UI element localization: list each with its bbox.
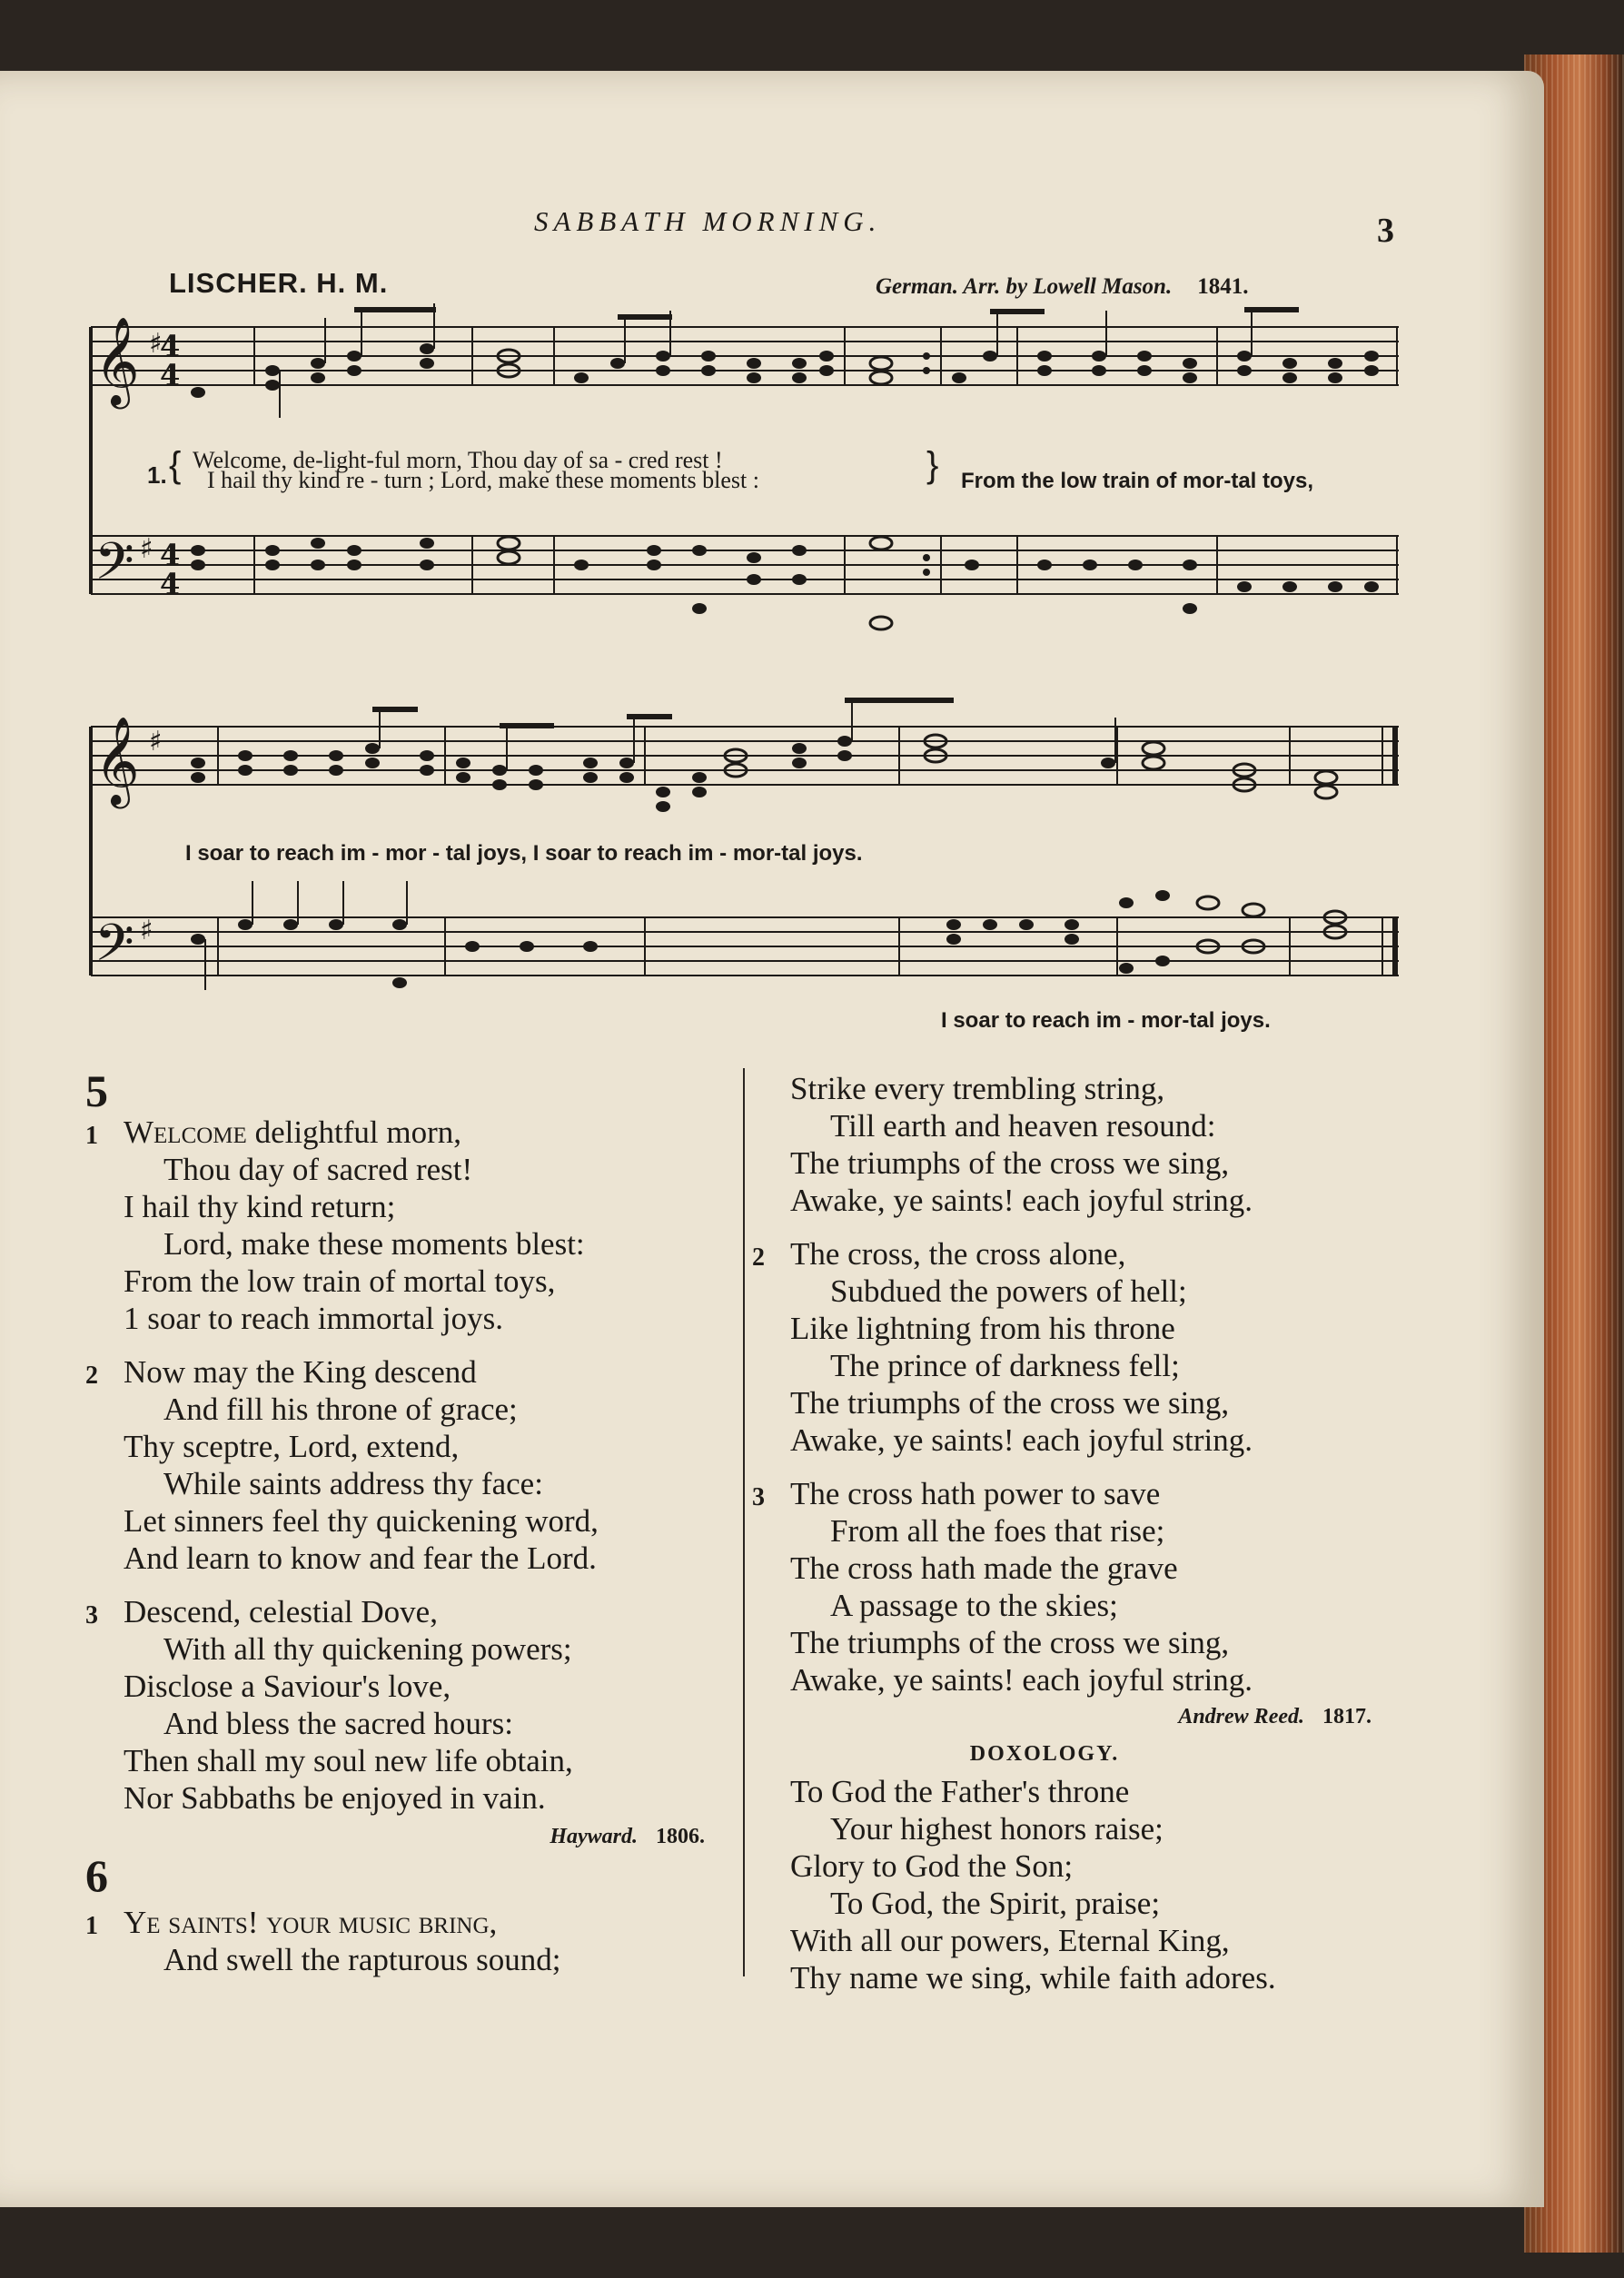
hymn-5-credit [124, 1818, 705, 1856]
svg-text:𝄞: 𝄞 [94, 316, 140, 405]
verse-line: The triumphs of the cross we sing, [790, 1625, 1230, 1660]
svg-text:♯: ♯ [140, 533, 153, 565]
verse-line: The cross hath power to save [790, 1476, 1161, 1511]
svg-text:♯: ♯ [140, 915, 153, 946]
verse-line: Your highest honors raise; [830, 1811, 1164, 1847]
svg-text:𝄞: 𝄞 [94, 716, 140, 805]
noteheads [191, 343, 1379, 988]
verse-line: 1 soar to reach immortal joys. [124, 1301, 503, 1336]
hymn-number-5: 5 [85, 1065, 108, 1116]
verse-line: Let sinners feel thy quickening word, [124, 1503, 599, 1539]
hymn-6-stanza-1-end [790, 1070, 1390, 1219]
stanza-number: 2 [85, 1362, 98, 1390]
lyric-brace-right: } [926, 445, 939, 485]
verse-line: From the low train of mortal toys, [124, 1263, 556, 1299]
verse-line: Strike every trembling string, [790, 1071, 1165, 1106]
verse-line-initial-word: Welcome [124, 1114, 247, 1150]
svg-text:𝄢: 𝄢 [94, 532, 134, 604]
verse-line: Lord, make these moments blest: [163, 1226, 585, 1262]
lyric-line-tail: From the low train of mor-tal toys, [961, 469, 1314, 493]
svg-text:♯: ♯ [149, 328, 163, 360]
hymn-6-text-start [85, 1904, 705, 1995]
verse-line: And bless the sacred hours: [163, 1706, 513, 1741]
hymn-6-stanza-2 [752, 1235, 1390, 1459]
clefs-and-time-signatures [94, 316, 180, 985]
running-header: SABBATH MORNING. [534, 205, 882, 237]
verse-line: Now may the King descend [124, 1354, 477, 1390]
verse-line: To God the Father's throne [790, 1774, 1130, 1809]
music-score [82, 300, 1408, 1045]
verse-line: Glory to God the Son; [790, 1848, 1074, 1884]
verse-marker: 1. [147, 461, 167, 489]
verse-line-rest: delightful morn, [246, 1114, 462, 1150]
hymn-5-stanza-3 [85, 1593, 705, 1817]
tune-arranger: German. Arr. by Lowell Mason. [876, 274, 1173, 299]
verse-line: The cross, the cross alone, [790, 1236, 1126, 1272]
verse-line: Nor Sabbaths be enjoyed in vain. [124, 1780, 546, 1816]
verse-line: And learn to know and fear the Lord. [124, 1540, 597, 1576]
svg-text:4: 4 [160, 567, 181, 601]
hymn-5-stanza-2 [85, 1353, 705, 1577]
verse-line: Awake, ye saints! each joyful string. [790, 1422, 1253, 1458]
author-year: 1806. [656, 1825, 705, 1848]
stanza-number: 1 [85, 1122, 98, 1150]
bass-staff-system-1 [91, 536, 1399, 594]
hymn-5-stanza-1 [85, 1114, 705, 1337]
lyric-line-1: Welcome, de-light-ful morn, Thou day of sa - cred rest ! [193, 447, 723, 473]
verse-line: A passage to the skies; [830, 1588, 1118, 1623]
lyric-line-2: I hail thy kind re - turn ; Lord, make these moments blest : [207, 467, 759, 493]
verse-line: The triumphs of the cross we sing, [790, 1385, 1230, 1421]
tune-attribution [876, 274, 1248, 300]
doxology-text [790, 1773, 1390, 1996]
hymn-6-stanza-3 [752, 1475, 1390, 1699]
verse-line: And swell the rapturous sound; [163, 1942, 561, 1977]
verse-line: The triumphs of the cross we sing, [790, 1145, 1230, 1181]
barlines [218, 327, 1397, 976]
verse-line: Thy sceptre, Lord, extend, [124, 1429, 460, 1464]
verse-line: And fill his throne of grace; [163, 1392, 518, 1427]
verse-line: Then shall my soul new life obtain, [124, 1743, 573, 1778]
page-number: 3 [1377, 212, 1394, 250]
verse-line: Like lightning from his throne [790, 1311, 1175, 1346]
hymn-6-stanza-1-start [85, 1904, 705, 1978]
verse-line: With all thy quickening powers; [163, 1631, 572, 1667]
verse-line: Awake, ye saints! each joyful string. [790, 1183, 1253, 1218]
lyric-brace-left: { [169, 445, 182, 485]
verse-line: The cross hath made the grave [790, 1550, 1178, 1586]
stanza-number: 2 [752, 1243, 765, 1272]
lyric-line-bass: I soar to reach im - mor-tal joys. [941, 1008, 1271, 1033]
stanza-number: 3 [752, 1483, 765, 1511]
stanza-number: 1 [85, 1912, 98, 1940]
verse-line: Thy name we sing, while faith adores. [790, 1960, 1276, 1996]
svg-text:4: 4 [160, 329, 181, 363]
tune-year: 1841. [1197, 274, 1249, 299]
tune-name: LISCHER. H. M. [169, 267, 389, 299]
svg-text:𝄢: 𝄢 [94, 914, 134, 985]
verse-line: Thou day of sacred rest! [163, 1152, 473, 1187]
doxology-heading: DOXOLOGY. [969, 1742, 1120, 1766]
verse-line: Ye saints! your music bring, [124, 1905, 498, 1940]
svg-text:4: 4 [160, 538, 181, 572]
verse-line [124, 1114, 705, 1151]
verse-line: From all the foes that rise; [830, 1513, 1165, 1549]
verse-line: Awake, ye saints! each joyful string. [790, 1662, 1253, 1698]
verse-line: I hail thy kind return; [124, 1189, 396, 1224]
verse-line: To God, the Spirit, praise; [830, 1886, 1161, 1921]
stanza-number: 3 [85, 1601, 98, 1629]
treble-staff-system-1 [91, 327, 1399, 385]
verse-line: Disclose a Saviour's love, [124, 1669, 451, 1704]
hymn-6-credit [790, 1699, 1371, 1736]
lyric-line-system-2: I soar to reach im - mor - tal joys, I soar to reach im - mor-tal joys. [185, 841, 863, 866]
author-name: Andrew Reed. [1178, 1705, 1304, 1728]
hymn-6-text-continued [752, 1070, 1390, 2013]
author-year: 1817. [1322, 1705, 1371, 1728]
verse-line: While saints address thy face: [163, 1466, 543, 1501]
verse-line: The prince of darkness fell; [830, 1348, 1180, 1383]
verse-line: Descend, celestial Dove, [124, 1594, 438, 1629]
verse-line: With all our powers, Eternal King, [790, 1923, 1230, 1958]
svg-text:♯: ♯ [149, 726, 163, 758]
svg-text:4: 4 [160, 358, 181, 392]
verse-line: Subdued the powers of hell; [830, 1273, 1187, 1309]
hymn-number-6: 6 [85, 1850, 108, 1901]
verse-line: Till earth and heaven resound: [830, 1108, 1216, 1144]
column-divider [743, 1068, 745, 1976]
hymn-5-text [85, 1114, 705, 1856]
stems-and-beams [205, 303, 1252, 990]
author-name: Hayward. [550, 1825, 638, 1848]
